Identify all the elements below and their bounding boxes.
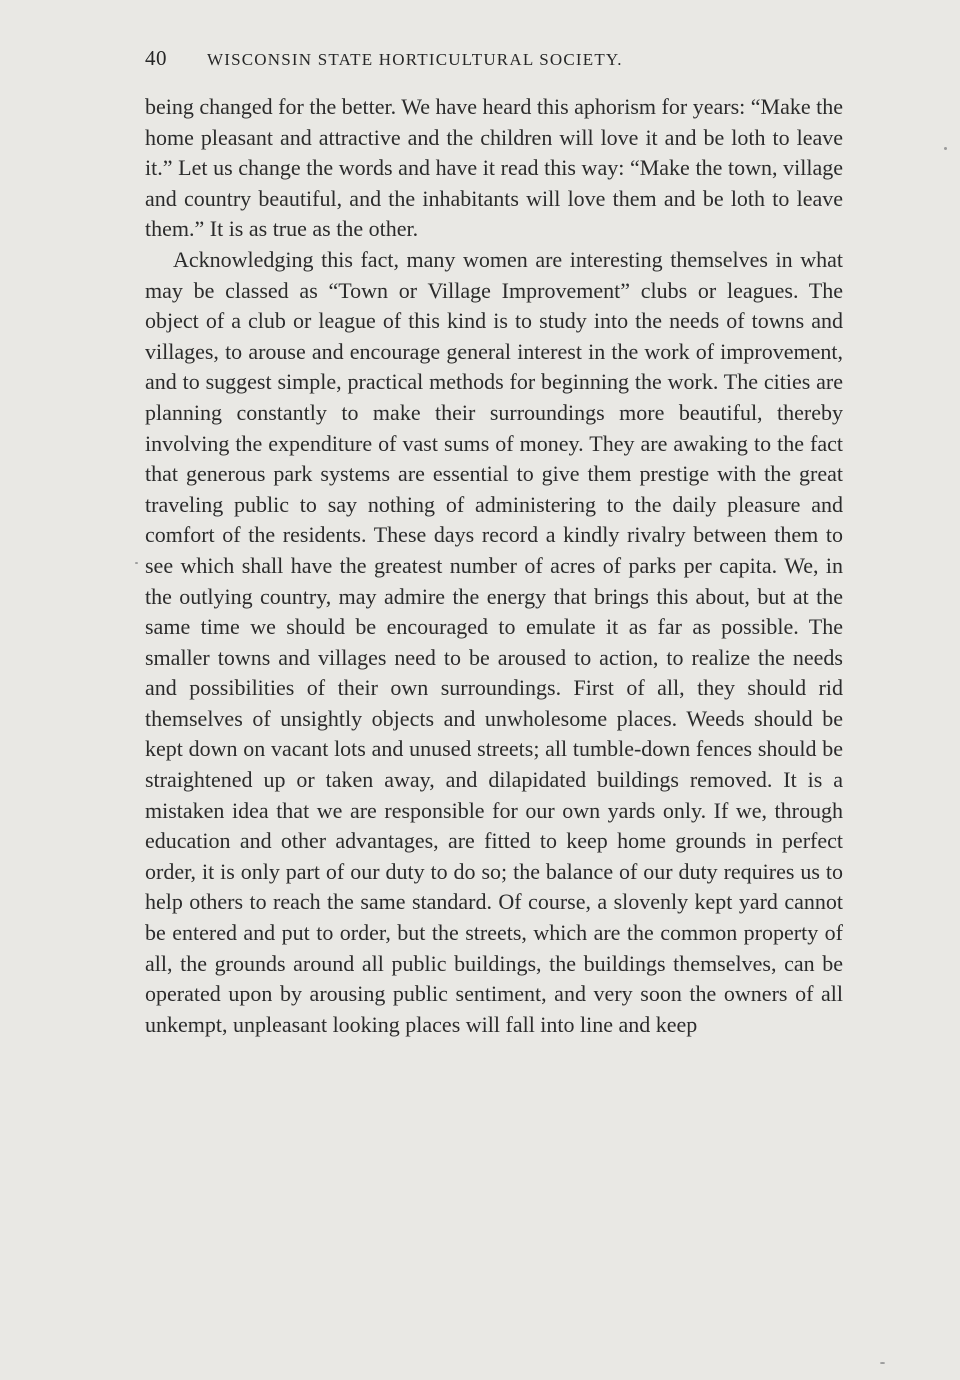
running-header: [145, 46, 845, 76]
print-speck: [880, 1362, 885, 1364]
paragraph-continued: being changed for the better. We have heard this aphorism for years: “Make the home pleasant and attractive and the children will love it and be loth to leave it.” Let us change the words and have it read this way: “Make the town, village and country beautiful, and the inhabitants will love them and be loth to leave them.” It is as true as the other.: [145, 94, 843, 242]
body-text: [145, 92, 843, 1040]
paragraph: Acknowledging this fact, many women are interesting themselves in what may be classed as “Town or Village Improvement” clubs or leagues. The object of a club or league of this kind is to study into the needs of towns and villages, to arouse and encourage general interest in the work of improvement, and to suggest simple, practical methods for beginning the work. The cities are planning constantly to make their surroundings more beautiful, thereby involving the expenditure of vast sums of money. They are awaking to the fact that generous park systems are essential to give them prestige with the great traveling public to say nothing of administering to the daily pleasure and comfort of the residents. These days record a kindly rivalry between them to see which shall have the greatest number of acres of parks per capita. We, in the outlying country, may admire the energy that brings this about, but at the same time we should be encouraged to emulate it as far as possible. The smaller towns and villages need to be aroused to action, to realize the needs and possibilities of their own surroundings. First of all, they should rid themselves of unsightly objects and unwholesome places. Weeds should be kept down on vacant lots and unused streets; all tumble-down fences should be straightened up or taken away, and dilapidated buildings removed. It is a mistaken idea that we are responsible for our own yards only. If we, through education and other advantages, are fitted to keep home grounds in perfect order, it is only part of our duty to do so; the balance of our duty requires us to help others to reach the same standard. Of course, a slovenly kept yard cannot be entered and put to order, but the streets, which are the common property of all, the grounds around all public buildings, the buildings themselves, can be operated upon by arousing public sentiment, and very soon the owners of all unkempt, unpleasant looking places will fall into line and keep: [145, 246, 843, 1037]
page-number: 40: [145, 46, 167, 70]
print-speck: [135, 562, 138, 564]
print-speck: [944, 147, 947, 150]
running-title: WISCONSIN STATE HORTICULTURAL SOCIETY.: [207, 50, 623, 69]
